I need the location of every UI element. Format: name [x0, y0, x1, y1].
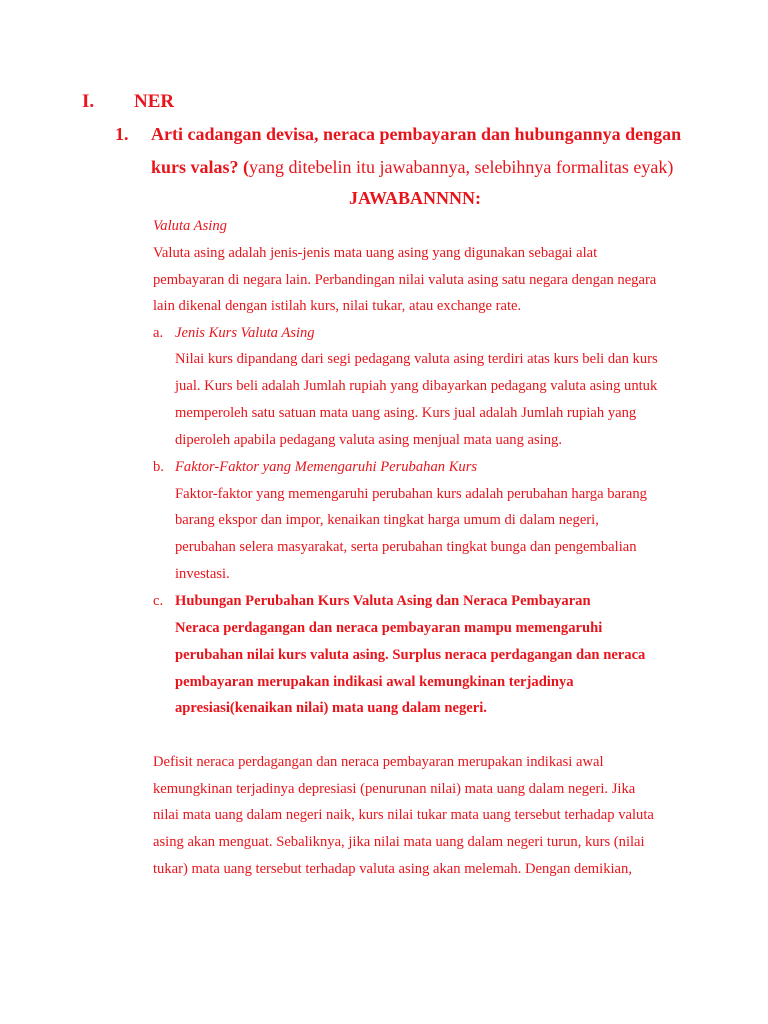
item-c-marker: c.: [153, 593, 164, 609]
item-a-line-1: Nilai kurs dipandang dari segi pedagang valuta asing terdiri atas kurs beli dan kurs: [175, 351, 658, 367]
item-a-marker: a.: [153, 325, 164, 341]
answer-heading: JAWABANNNN:: [349, 188, 482, 208]
defisit-line-5: tukar) mata uang tersebut terhadap valuta asing akan melemah. Dengan demikian,: [153, 861, 632, 877]
question-line-2: [151, 157, 673, 178]
item-b-line-2: barang ekspor dan impor, kenaikan tingkat harga umum di dalam negeri,: [175, 512, 599, 528]
item-b-line-4: investasi.: [175, 566, 230, 582]
item-c-line-1: Neraca perdagangan dan neraca pembayaran mampu memengaruhi: [175, 620, 603, 636]
defisit-line-2: kemungkinan terjadinya depresiasi (penurunan nilai) mata uang dalam negeri. Jika: [153, 781, 636, 797]
item-a-line-3: memperoleh satu satuan mata uang asing. Kurs jual adalah Jumlah rupiah yang: [175, 405, 637, 421]
question-line-2-note: yang ditebelin itu jawabannya, selebihnya formalitas eyak): [249, 157, 674, 177]
item-c-line-4: apresiasi(kenaikan nilai) mata uang dalam negeri.: [175, 700, 487, 716]
item-b-title: Faktor-Faktor yang Memengaruhi Perubahan Kurs: [175, 459, 478, 475]
item-b-line-3: perubahan selera masyarakat, serta perubahan tingkat bunga dan pengembalian: [175, 539, 637, 555]
item-c-title: Hubungan Perubahan Kurs Valuta Asing dan Neraca Pembayaran: [175, 593, 591, 609]
valuta-asing-line-1: Valuta asing adalah jenis-jenis mata uang asing yang digunakan sebagai alat: [153, 245, 598, 261]
item-a-title: Jenis Kurs Valuta Asing: [175, 325, 315, 341]
item-b-marker: b.: [153, 459, 164, 475]
item-a-line-4: diperoleh apabila pedagang valuta asing menjual mata uang asing.: [175, 432, 563, 448]
heading-numeral: I.: [82, 91, 95, 112]
item-b-line-1: Faktor-faktor yang memengaruhi perubahan kurs adalah perubahan harga barang: [175, 486, 647, 502]
defisit-line-4: asing akan menguat. Sebaliknya, jika nilai mata uang dalam negeri turun, kurs (nilai: [153, 834, 645, 850]
question-line-1: Arti cadangan devisa, neraca pembayaran dan hubungannya dengan: [151, 124, 682, 144]
defisit-line-3: nilai mata uang dalam negeri naik, kurs nilai tukar mata uang tersebut terhadap valuta: [153, 807, 654, 823]
item-a-line-2: jual. Kurs beli adalah Jumlah rupiah yang dibayarkan pedagang valuta asing untuk: [175, 378, 658, 394]
valuta-asing-line-3: lain dikenal dengan istilah kurs, nilai tukar, atau exchange rate.: [153, 298, 522, 314]
valuta-asing-line-2: pembayaran di negara lain. Perbandingan nilai valuta asing satu negara dengan negara: [153, 272, 657, 288]
heading-title: NER: [134, 91, 175, 112]
item-c-line-3: pembayaran merupakan indikasi awal kemungkinan terjadinya: [175, 674, 574, 690]
item-c-line-2: perubahan nilai kurs valuta asing. Surplus neraca perdagangan dan neraca: [175, 647, 646, 663]
defisit-line-1: Defisit neraca perdagangan dan neraca pembayaran merupakan indikasi awal: [153, 754, 604, 770]
question-line-2-bold: kurs valas? (: [151, 157, 250, 177]
question-number: 1.: [115, 124, 129, 144]
valuta-asing-title: Valuta Asing: [153, 218, 227, 234]
